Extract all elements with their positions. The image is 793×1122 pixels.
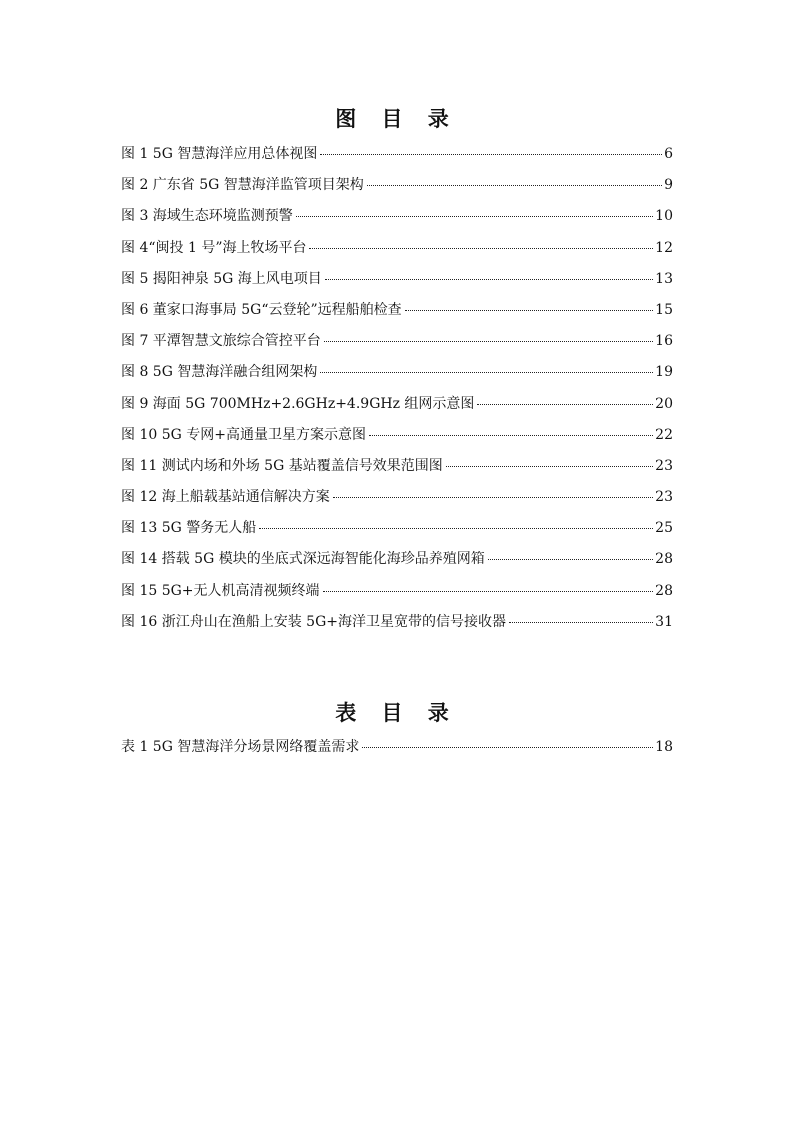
figure-entry-page-number: 31 (655, 613, 673, 630)
dot-leader (488, 559, 653, 560)
figure-entry[interactable] (121, 455, 673, 486)
figure-entry[interactable] (121, 205, 673, 236)
figure-entry-page-number: 28 (655, 551, 673, 568)
dot-leader (333, 497, 653, 498)
figure-entry-page-number: 19 (655, 364, 673, 381)
figure-entry-label: 图 6 董家口海事局 5G“云登轮”远程船舶检查 (121, 301, 402, 318)
dot-leader (259, 528, 653, 529)
figure-entry[interactable] (121, 548, 673, 579)
figure-entry[interactable] (121, 486, 673, 517)
figure-entry-label: 图 5 揭阳神泉 5G 海上风电项目 (121, 270, 322, 287)
tables-heading: 表 目 录 (335, 701, 458, 725)
figure-entry-label: 图 7 平潭智慧文旅综合管控平台 (121, 333, 321, 350)
dot-leader (296, 216, 653, 217)
figure-entry-label: 图 11 测试内场和外场 5G 基站覆盖信号效果范围图 (121, 457, 443, 474)
figure-entry-page-number: 13 (655, 270, 673, 287)
figure-entry-page-number: 15 (655, 301, 673, 318)
table-entry-page-number: 18 (655, 739, 673, 755)
dot-leader (362, 747, 653, 748)
figure-entry[interactable] (121, 330, 673, 361)
figure-entry[interactable] (121, 268, 673, 299)
figure-entry[interactable] (121, 361, 673, 392)
figure-entry-label: 图 8 5G 智慧海洋融合组网架构 (121, 364, 318, 381)
figure-entry-page-number: 28 (655, 582, 673, 599)
figure-entry[interactable] (121, 580, 673, 611)
figure-entry-label: 图 16 浙江舟山在渔船上安装 5G+海洋卫星宽带的信号接收器 (121, 613, 506, 630)
dot-leader (325, 279, 653, 280)
figure-entry-label: 图 3 海域生态环境监测预警 (121, 208, 293, 225)
figure-entry-page-number: 20 (655, 395, 673, 412)
figure-entry-label: 图 2 广东省 5G 智慧海洋监管项目架构 (121, 177, 364, 194)
figure-entry-page-number: 12 (655, 239, 673, 256)
figure-entry[interactable] (121, 424, 673, 455)
figures-list (121, 143, 673, 642)
dot-leader (477, 404, 653, 405)
dot-leader (369, 435, 653, 436)
dot-leader (309, 248, 653, 249)
dot-leader (509, 622, 653, 623)
figure-entry[interactable] (121, 174, 673, 205)
figure-entry-page-number: 22 (655, 426, 673, 443)
figure-entry[interactable] (121, 237, 673, 268)
figure-entry-label: 图 15 5G+无人机高清视频终端 (121, 582, 320, 599)
figure-entry-label: 图 4“闽投 1 号”海上牧场平台 (121, 239, 307, 256)
figure-entry-page-number: 25 (655, 520, 673, 537)
dot-leader (324, 341, 653, 342)
figure-entry[interactable] (121, 611, 673, 642)
figure-entry-page-number: 9 (664, 177, 673, 194)
figure-entry-label: 图 12 海上船载基站通信解决方案 (121, 489, 330, 506)
dot-leader (446, 466, 653, 467)
figure-entry-label: 图 13 5G 警务无人船 (121, 520, 257, 537)
table-entry[interactable] (121, 736, 673, 767)
figure-entry-page-number: 10 (655, 208, 673, 225)
figure-entry-page-number: 16 (655, 333, 673, 350)
figure-entry[interactable] (121, 393, 673, 424)
dot-leader (367, 185, 662, 186)
tables-list (121, 736, 673, 767)
figure-entry-label: 图 9 海面 5G 700MHz+2.6GHz+4.9GHz 组网示意图 (121, 395, 475, 412)
figure-entry-label: 图 1 5G 智慧海洋应用总体视图 (121, 146, 318, 162)
dot-leader (320, 154, 662, 155)
dot-leader (405, 310, 654, 311)
figures-heading: 图 目 录 (335, 107, 458, 131)
figure-entry-label: 图 14 搭载 5G 模块的坐底式深远海智能化海珍品养殖网箱 (121, 551, 485, 568)
figure-entry[interactable] (121, 143, 673, 174)
figure-entry-page-number: 23 (655, 489, 673, 506)
figure-entry[interactable] (121, 299, 673, 330)
figure-entry[interactable] (121, 517, 673, 548)
dot-leader (323, 591, 654, 592)
figure-entry-page-number: 23 (655, 457, 673, 474)
figure-entry-page-number: 6 (664, 146, 673, 162)
table-entry-label: 表 1 5G 智慧海洋分场景网络覆盖需求 (121, 739, 360, 755)
figure-entry-label: 图 10 5G 专网+高通量卫星方案示意图 (121, 426, 366, 443)
dot-leader (320, 372, 653, 373)
